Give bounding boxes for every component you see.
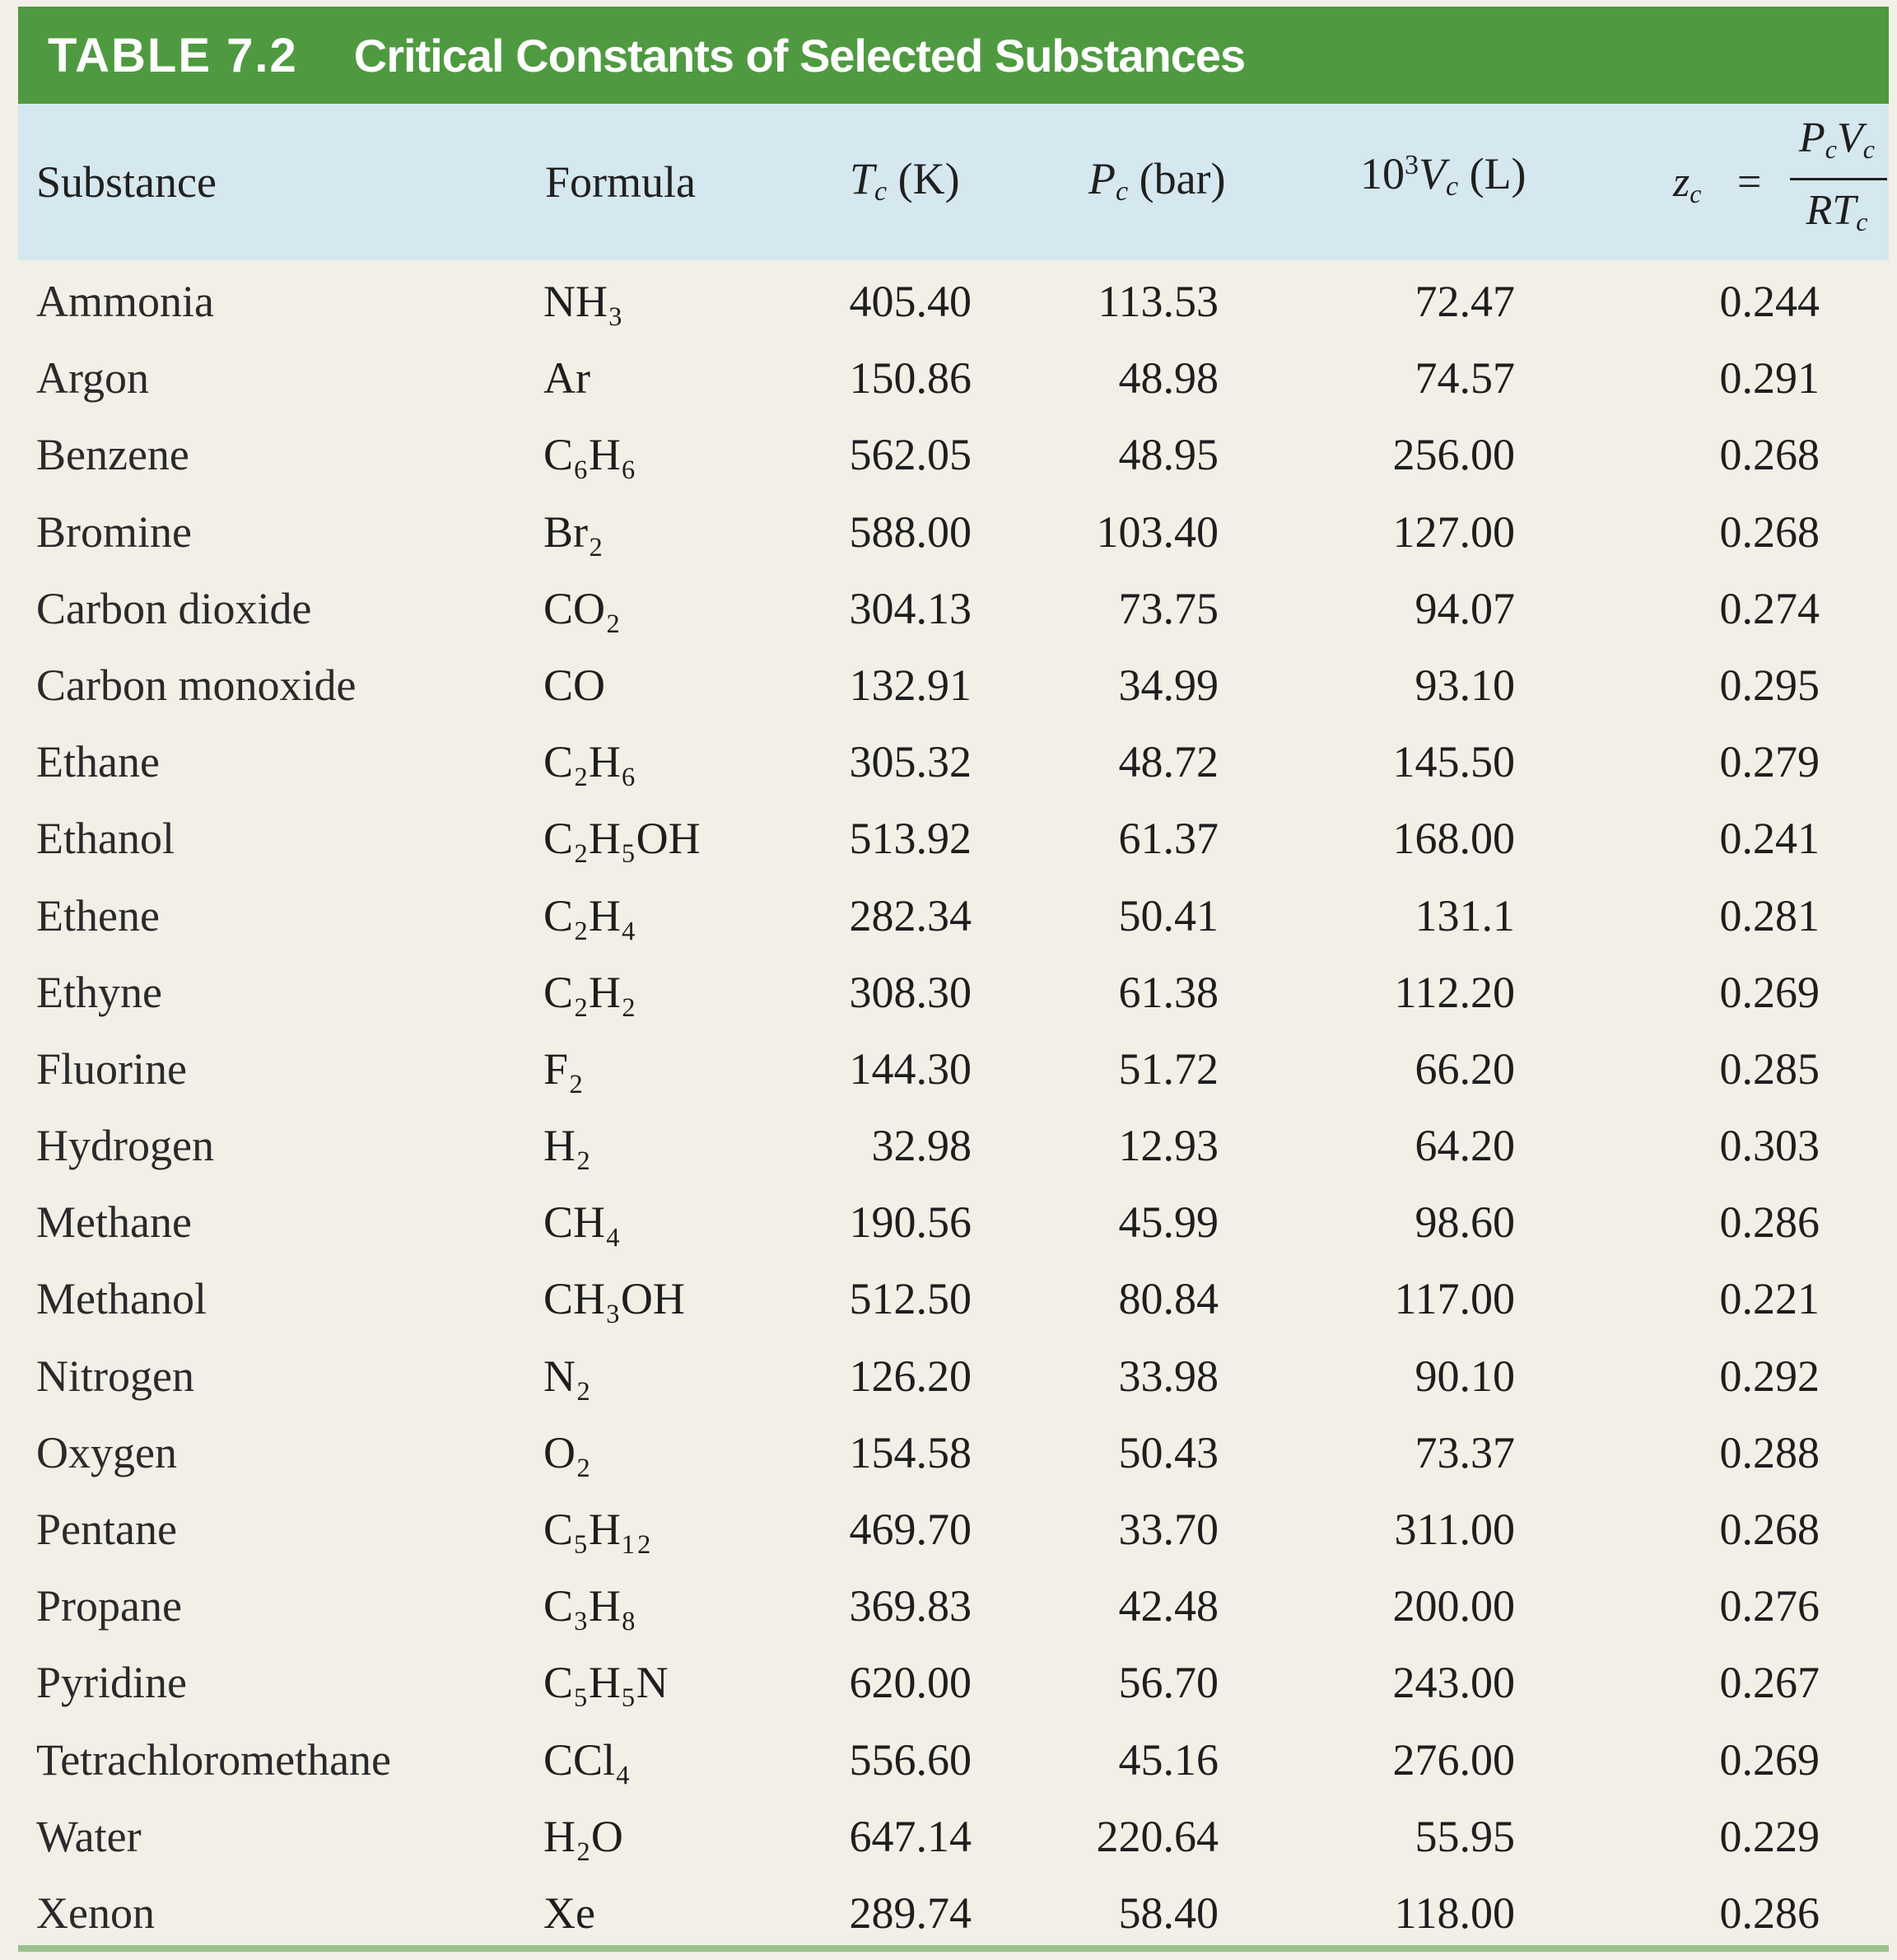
cell-critical-pressure: 103.40 [1096,506,1219,557]
cell-formula: CH₃OH [543,1274,685,1324]
cell-critical-volume: 73.37 [1415,1427,1515,1477]
cell-critical-volume: 93.10 [1415,660,1515,710]
cell-substance: Water [36,1811,142,1861]
table-row [0,1415,1897,1491]
cell-critical-volume: 145.50 [1392,737,1515,787]
cell-substance: Benzene [36,430,189,480]
cell-formula: CCl₄ [543,1734,631,1785]
table-title: Critical Constants of Selected Substances [353,29,1246,82]
header-compressibility-factor [1673,110,1887,254]
cell-critical-temperature: 513.92 [849,814,972,864]
cell-critical-pressure: 80.84 [1118,1274,1219,1324]
cell-critical-temperature: 144.30 [849,1043,972,1094]
cell-critical-pressure: 34.99 [1118,660,1219,710]
cell-compressibility-factor: 0.241 [1719,814,1820,864]
zc-num-v-sub: c [1862,134,1875,164]
cell-compressibility-factor: 0.244 [1719,277,1820,326]
table-row [0,417,1897,493]
cell-substance: Carbon monoxide [36,660,357,710]
cell-compressibility-factor: 0.269 [1719,1734,1820,1785]
vc-subscript: c [1446,171,1459,202]
cell-critical-pressure: 61.37 [1118,814,1219,864]
cell-formula: C₂H₆ [543,737,636,787]
cell-compressibility-factor: 0.295 [1719,660,1820,710]
tc-subscript: c [874,176,888,207]
cell-critical-volume: 74.57 [1415,353,1515,404]
cell-formula: F₂ [543,1043,584,1094]
zc-den-rt: RT [1806,187,1857,234]
cell-substance: Xenon [36,1888,155,1938]
cell-critical-volume: 72.47 [1415,277,1515,326]
cell-critical-volume: 131.1 [1415,890,1515,940]
cell-critical-temperature: 556.60 [849,1734,972,1785]
zc-equals: = [1737,159,1762,206]
table-row [0,800,1897,877]
cell-substance: Methanol [36,1274,207,1324]
cell-critical-volume: 66.20 [1415,1043,1515,1094]
cell-compressibility-factor: 0.268 [1719,430,1820,480]
pc-unit: (bar) [1128,154,1226,203]
cell-critical-temperature: 369.83 [849,1581,972,1631]
cell-substance: Ethene [36,890,160,940]
cell-substance: Ammonia [36,277,214,326]
cell-compressibility-factor: 0.288 [1719,1427,1820,1477]
table-row [0,340,1897,417]
cell-formula: C₂H₄ [543,890,636,940]
cell-critical-pressure: 33.98 [1118,1351,1219,1401]
cell-formula: CO₂ [543,583,621,633]
table-row [0,647,1897,724]
table-header [18,104,1889,260]
cell-substance: Ethanol [36,814,175,864]
cell-critical-pressure: 220.64 [1096,1811,1219,1861]
cell-substance: Ethane [36,737,160,787]
cell-critical-volume: 243.00 [1392,1658,1515,1708]
vc-unit: (L) [1458,149,1526,198]
cell-critical-temperature: 150.86 [849,353,972,404]
cell-critical-temperature: 126.20 [849,1351,972,1401]
cell-critical-pressure: 48.72 [1118,737,1219,787]
cell-formula: NH₃ [543,277,623,326]
header-substance: Substance [36,157,217,207]
cell-compressibility-factor: 0.268 [1719,1505,1820,1554]
cell-critical-temperature: 190.56 [849,1197,972,1248]
cell-critical-temperature: 469.70 [849,1505,972,1554]
cell-critical-pressure: 51.72 [1118,1043,1219,1094]
cell-compressibility-factor: 0.286 [1719,1888,1820,1938]
table-row [0,1568,1897,1645]
cell-critical-volume: 118.00 [1394,1888,1515,1938]
cell-substance: Bromine [36,506,192,557]
cell-formula: H₂O [543,1811,623,1861]
cell-compressibility-factor: 0.279 [1719,737,1820,787]
cell-critical-temperature: 588.00 [849,506,972,557]
table-row [0,1722,1897,1799]
cell-critical-volume: 94.07 [1415,583,1515,633]
table-row [0,1799,1897,1875]
cell-compressibility-factor: 0.267 [1719,1658,1820,1708]
cell-critical-temperature: 305.32 [849,737,972,787]
cell-formula: C₆H₆ [543,430,636,480]
header-critical-volume [1360,148,1526,203]
header-formula: Formula [545,157,696,207]
table-row [0,1875,1897,1952]
cell-formula: CO [543,660,606,710]
cell-compressibility-factor: 0.276 [1719,1581,1820,1631]
zc-denominator [1788,186,1885,237]
cell-critical-temperature: 620.00 [849,1658,972,1708]
cell-substance: Ethyne [36,967,162,1017]
cell-substance: Pyridine [36,1658,187,1708]
table-number: TABLE 7.2 [48,28,298,82]
zc-num-p-sub: c [1825,134,1837,164]
cell-substance: Tetrachloromethane [36,1734,391,1785]
cell-critical-temperature: 308.30 [849,967,972,1017]
cell-compressibility-factor: 0.274 [1719,583,1820,633]
cell-critical-temperature: 562.05 [849,430,972,480]
cell-critical-temperature: 647.14 [849,1811,972,1861]
cell-critical-temperature: 154.58 [849,1427,972,1477]
table-row [0,1645,1897,1721]
cell-formula: N₂ [543,1351,591,1401]
cell-critical-volume: 200.00 [1392,1581,1515,1631]
cell-critical-pressure: 61.38 [1118,967,1219,1017]
cell-formula: Ar [543,353,590,404]
header-critical-temperature [850,153,960,208]
cell-formula: H₂ [543,1121,591,1171]
cell-compressibility-factor: 0.286 [1719,1197,1820,1248]
vc-superscript: 3 [1405,150,1419,180]
cell-critical-volume: 112.20 [1394,967,1515,1017]
cell-substance: Pentane [36,1505,177,1554]
cell-compressibility-factor: 0.269 [1719,967,1820,1017]
cell-critical-pressure: 58.40 [1118,1888,1219,1938]
table-row [0,954,1897,1031]
cell-critical-pressure: 45.16 [1118,1734,1219,1785]
cell-substance: Carbon dioxide [36,583,312,633]
cell-formula: C₅H₁₂ [543,1505,652,1554]
cell-critical-volume: 55.95 [1415,1811,1515,1861]
tc-unit: (K) [887,154,960,203]
cell-critical-volume: 276.00 [1392,1734,1515,1785]
cell-critical-volume: 64.20 [1415,1121,1515,1171]
cell-critical-volume: 117.00 [1394,1274,1515,1324]
pc-subscript: c [1116,176,1129,207]
cell-substance: Methane [36,1197,192,1248]
cell-substance: Oxygen [36,1427,177,1477]
table-row [0,1108,1897,1184]
zc-num-v: V [1837,114,1863,161]
cell-critical-temperature: 32.98 [871,1121,972,1171]
cell-critical-volume: 311.00 [1394,1505,1515,1554]
cell-compressibility-factor: 0.268 [1719,506,1820,557]
cell-critical-volume: 90.10 [1415,1351,1515,1401]
cell-critical-pressure: 50.41 [1118,890,1219,940]
table-row [0,571,1897,647]
cell-formula: Xe [543,1888,595,1938]
table-row [0,878,1897,954]
zc-symbol: z [1673,159,1690,206]
cell-compressibility-factor: 0.285 [1719,1043,1820,1094]
zc-lhs [1673,158,1701,209]
cell-compressibility-factor: 0.291 [1719,353,1820,404]
table-row [0,264,1897,340]
cell-formula: C₂H₂ [543,967,636,1017]
cell-formula: Br₂ [543,506,604,557]
zc-den-sub: c [1856,207,1868,236]
table-row [0,1031,1897,1108]
cell-critical-temperature: 512.50 [849,1274,972,1324]
cell-substance: Nitrogen [36,1351,194,1401]
cell-critical-pressure: 50.43 [1118,1427,1219,1477]
cell-critical-temperature: 289.74 [849,1888,972,1938]
zc-subscript: c [1690,179,1702,208]
table-row [0,1338,1897,1415]
cell-critical-pressure: 42.48 [1118,1581,1219,1631]
table-title-bar [18,7,1889,104]
cell-formula: C₅H₅N [543,1658,669,1708]
table-row [0,1491,1897,1568]
bottom-rule [18,1945,1889,1952]
cell-substance: Argon [36,353,150,404]
cell-critical-pressure: 48.95 [1118,430,1219,480]
cell-critical-temperature: 282.34 [849,890,972,940]
table-row [0,724,1897,800]
vc-symbol: V [1419,149,1446,198]
cell-critical-volume: 127.00 [1392,506,1515,557]
cell-critical-pressure: 113.53 [1098,277,1219,326]
cell-critical-volume: 168.00 [1392,814,1515,864]
cell-compressibility-factor: 0.229 [1719,1811,1820,1861]
zc-numerator [1788,114,1885,165]
table-row [0,1261,1897,1337]
cell-critical-volume: 256.00 [1392,430,1515,480]
cell-critical-temperature: 132.91 [849,660,972,710]
cell-critical-pressure: 45.99 [1118,1197,1219,1248]
table-row [0,494,1897,571]
cell-critical-volume: 98.60 [1415,1197,1515,1248]
cell-critical-temperature: 304.13 [849,583,972,633]
cell-critical-pressure: 48.98 [1118,353,1219,404]
pc-symbol: P [1088,154,1116,203]
table-body [0,264,1897,1952]
cell-critical-pressure: 73.75 [1118,583,1219,633]
cell-compressibility-factor: 0.221 [1719,1274,1820,1324]
cell-substance: Fluorine [36,1043,187,1094]
cell-formula: C₃H₈ [543,1581,636,1631]
cell-critical-pressure: 56.70 [1118,1658,1219,1708]
tc-symbol: T [850,154,875,203]
table-row [0,1184,1897,1261]
cell-critical-pressure: 33.70 [1118,1505,1219,1554]
cell-formula: CH₄ [543,1197,621,1248]
cell-critical-pressure: 12.93 [1118,1121,1219,1171]
header-critical-pressure [1088,153,1226,208]
cell-substance: Hydrogen [36,1121,214,1171]
zc-num-p: P [1799,114,1825,161]
cell-compressibility-factor: 0.292 [1719,1351,1820,1401]
cell-substance: Propane [36,1581,182,1631]
vc-prefix: 10 [1360,149,1405,198]
cell-critical-temperature: 405.40 [849,277,972,326]
cell-compressibility-factor: 0.303 [1719,1121,1820,1171]
cell-formula: C₂H₅OH [543,814,701,864]
cell-compressibility-factor: 0.281 [1719,890,1820,940]
cell-formula: O₂ [543,1427,591,1477]
fraction-bar [1790,178,1887,180]
